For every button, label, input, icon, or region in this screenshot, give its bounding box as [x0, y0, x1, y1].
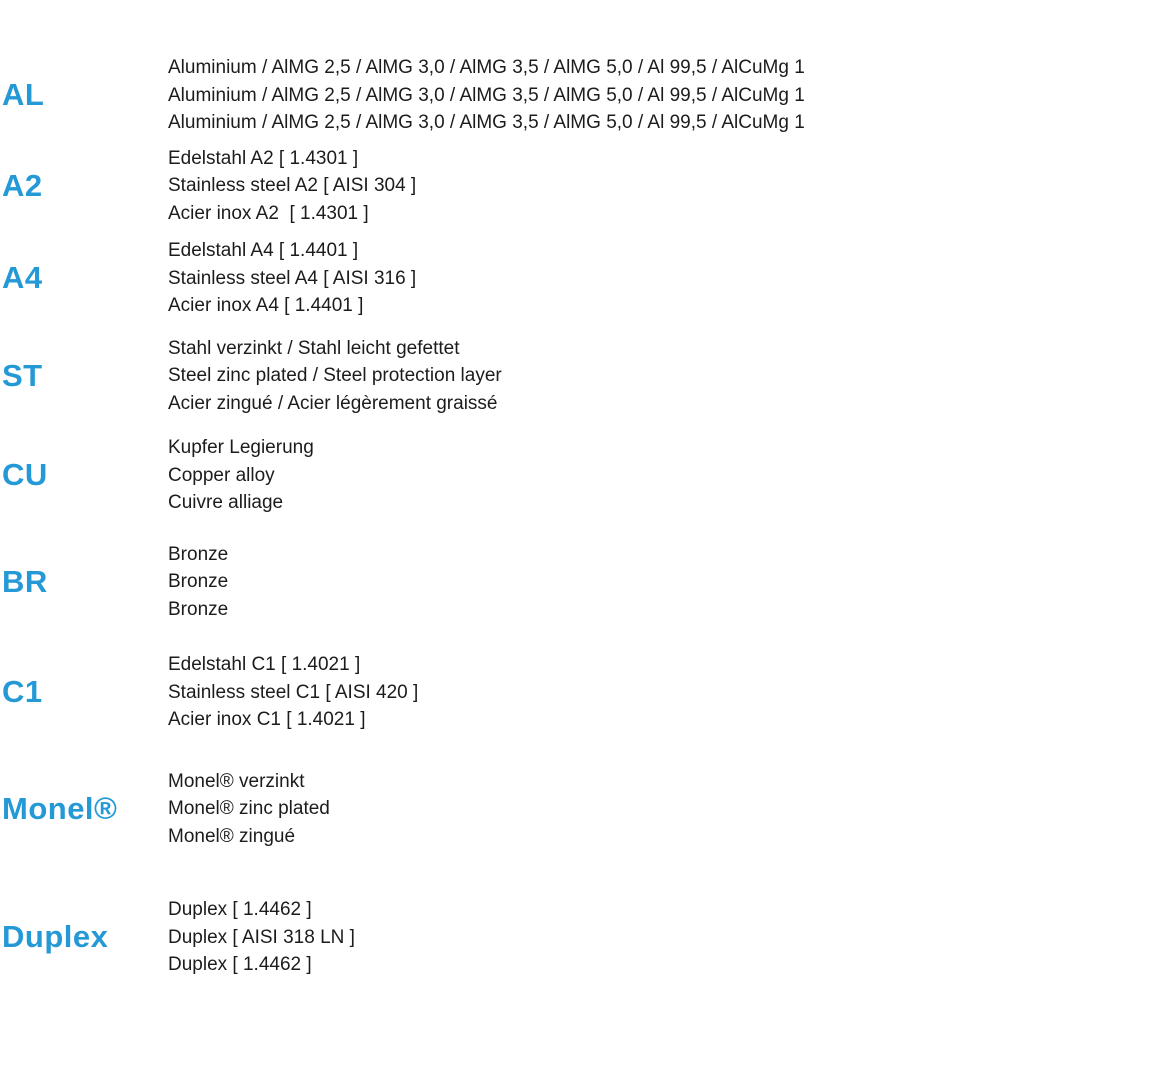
description-fr: Acier inox A2 [ 1.4301 ] [168, 202, 369, 224]
description-fr: Aluminium / AlMG 2,5 / AlMG 3,0 / AlMG 3,5 / AlMG 5,0 / Al 99,5 / AlCuMg 1 [168, 112, 805, 133]
description-fr: Cuivre alliage [168, 492, 284, 513]
material-descriptions [168, 896, 1160, 979]
material-descriptions [168, 237, 1160, 320]
description-en: Steel zinc plated / Steel protection layer [168, 365, 502, 386]
description-de: Edelstahl A2 [ 1.4301 ] [168, 147, 359, 169]
material-group-cu [0, 434, 1160, 517]
description-en: Aluminium / AlMG 2,5 / AlMG 3,0 / AlMG 3,5 / AlMG 5,0 / Al 99,5 / AlCuMg 1 [168, 84, 805, 106]
material-group-al [0, 54, 1160, 137]
material-group-br [0, 541, 1160, 624]
description-de: Stahl verzinkt / Stahl leicht gefettet [168, 337, 460, 359]
material-code: A4 [2, 260, 43, 296]
description-fr: Acier inox A4 [ 1.4401 ] [168, 295, 364, 316]
material-group-a2 [0, 145, 1160, 228]
description-de: Aluminium / AlMG 2,5 / AlMG 3,0 / AlMG 3,5 / AlMG 5,0 / Al 99,5 / AlCuMg 1 [168, 57, 805, 78]
description-en: Bronze [168, 571, 229, 592]
description-fr: Acier zingué / Acier légèrement graissé [168, 392, 498, 414]
material-descriptions [168, 651, 1160, 734]
description-fr: Monel® zingué [168, 825, 296, 847]
material-descriptions [168, 768, 1160, 851]
material-group-duplex [0, 896, 1160, 979]
description-de: Monel® verzinkt [168, 770, 305, 792]
description-fr: Acier inox C1 [ 1.4021 ] [168, 709, 366, 730]
material-descriptions [168, 145, 1160, 228]
description-en: Duplex [ AISI 318 LN ] [168, 926, 355, 948]
description-fr: Duplex [ 1.4462 ] [168, 954, 312, 975]
description-en: Monel® zinc plated [168, 798, 330, 819]
material-group-a4 [0, 237, 1160, 320]
material-code: ST [2, 357, 43, 393]
material-group-monel [0, 768, 1160, 851]
material-code: CU [2, 457, 48, 493]
description-fr: Bronze [168, 598, 229, 620]
description-en: Stainless steel C1 [ AISI 420 ] [168, 681, 419, 703]
material-code: BR [2, 563, 48, 599]
description-de: Edelstahl C1 [ 1.4021 ] [168, 654, 361, 675]
description-en: Stainless steel A2 [ AISI 304 ] [168, 175, 417, 196]
material-group-st [0, 335, 1160, 418]
description-de: Bronze [168, 543, 229, 565]
material-descriptions [168, 54, 1160, 137]
material-code: AL [2, 77, 45, 113]
material-descriptions [168, 335, 1160, 418]
description-en: Stainless steel A4 [ AISI 316 ] [168, 267, 417, 289]
material-code: A2 [2, 167, 43, 203]
material-descriptions [168, 434, 1160, 517]
material-group-c1 [0, 651, 1160, 734]
description-en: Copper alloy [168, 464, 275, 486]
description-de: Edelstahl A4 [ 1.4401 ] [168, 240, 359, 261]
material-code: Duplex [2, 919, 109, 955]
material-code: Monel® [2, 790, 118, 826]
material-descriptions [168, 541, 1160, 624]
description-de: Kupfer Legierung [168, 437, 314, 458]
material-code: C1 [2, 674, 43, 710]
description-de: Duplex [ 1.4462 ] [168, 899, 312, 920]
